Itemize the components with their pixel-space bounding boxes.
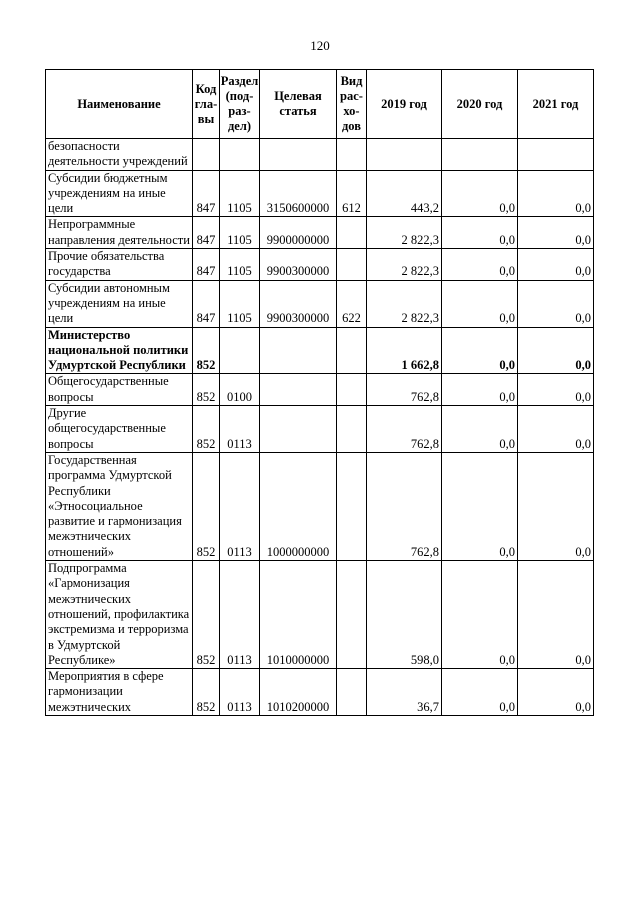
cell-code: 852 — [193, 561, 220, 669]
cell-y2020: 0,0 — [442, 374, 518, 406]
cell-name: безопасности деятельности учреждений — [46, 139, 193, 171]
cell-name: Общегосударственные вопросы — [46, 374, 193, 406]
cell-target: 9900300000 — [260, 249, 337, 281]
cell-code — [193, 139, 220, 171]
cell-y2021: 0,0 — [518, 561, 594, 669]
cell-type — [337, 452, 367, 560]
cell-y2019: 36,7 — [367, 669, 442, 716]
cell-target: 3150600000 — [260, 170, 337, 217]
cell-y2021: 0,0 — [518, 217, 594, 249]
cell-section: 0113 — [220, 406, 260, 453]
cell-type — [337, 249, 367, 281]
cell-y2021: 0,0 — [518, 170, 594, 217]
cell-y2019: 598,0 — [367, 561, 442, 669]
cell-target — [260, 406, 337, 453]
table-row — [46, 327, 594, 374]
cell-name: Мероприятия в сфере гармонизации межэтнических — [46, 669, 193, 716]
cell-type — [337, 327, 367, 374]
cell-name: Другие общегосударственные вопросы — [46, 406, 193, 453]
cell-target — [260, 327, 337, 374]
cell-code: 852 — [193, 406, 220, 453]
cell-y2019: 762,8 — [367, 452, 442, 560]
cell-name: Министерство национальной политики Удмуртской Республики — [46, 327, 193, 374]
cell-y2020: 0,0 — [442, 217, 518, 249]
cell-section: 1105 — [220, 170, 260, 217]
budget-table — [45, 69, 594, 716]
cell-type — [337, 139, 367, 171]
cell-name: Государственная программа Удмуртской Республики «Этносоциальное развитие и гармонизация межэтнических отношений» — [46, 452, 193, 560]
cell-target — [260, 374, 337, 406]
cell-section: 0100 — [220, 374, 260, 406]
cell-y2020: 0,0 — [442, 280, 518, 327]
cell-type — [337, 217, 367, 249]
header-type: Вид рас- хо- дов — [337, 70, 367, 139]
cell-code: 852 — [193, 327, 220, 374]
header-2021: 2021 год — [518, 70, 594, 139]
cell-code: 847 — [193, 217, 220, 249]
cell-type — [337, 561, 367, 669]
cell-y2021: 0,0 — [518, 406, 594, 453]
cell-y2020 — [442, 139, 518, 171]
cell-y2020: 0,0 — [442, 170, 518, 217]
cell-section: 1105 — [220, 217, 260, 249]
page-number: 120 — [310, 38, 330, 53]
cell-y2019 — [367, 139, 442, 171]
header-2019: 2019 год — [367, 70, 442, 139]
table-row — [46, 561, 594, 669]
cell-code: 852 — [193, 374, 220, 406]
cell-name: Субсидии автономным учреждениям на иные цели — [46, 280, 193, 327]
cell-name: Непрограммные направления деятельности — [46, 217, 193, 249]
cell-section: 0113 — [220, 561, 260, 669]
cell-y2021 — [518, 139, 594, 171]
table-row — [46, 217, 594, 249]
cell-code: 847 — [193, 249, 220, 281]
cell-target: 1000000000 — [260, 452, 337, 560]
header-code: Код гла- вы — [193, 70, 220, 139]
cell-type — [337, 374, 367, 406]
table-row — [46, 374, 594, 406]
cell-y2020: 0,0 — [442, 561, 518, 669]
table-header-row — [46, 70, 594, 139]
table-row — [46, 452, 594, 560]
cell-y2019: 2 822,3 — [367, 217, 442, 249]
table-row — [46, 280, 594, 327]
cell-name: Прочие обязательства государства — [46, 249, 193, 281]
cell-name: Подпрограмма «Гармонизация межэтнических отношений, профилактика экстремизма и терроризма в Удмуртской Республике» — [46, 561, 193, 669]
cell-target — [260, 139, 337, 171]
cell-y2021: 0,0 — [518, 452, 594, 560]
table-row — [46, 406, 594, 453]
cell-target: 9900000000 — [260, 217, 337, 249]
cell-target: 1010200000 — [260, 669, 337, 716]
cell-y2019: 1 662,8 — [367, 327, 442, 374]
table-row — [46, 139, 594, 171]
cell-y2019: 762,8 — [367, 406, 442, 453]
cell-code: 847 — [193, 170, 220, 217]
cell-target: 9900300000 — [260, 280, 337, 327]
cell-y2020: 0,0 — [442, 327, 518, 374]
cell-section — [220, 327, 260, 374]
cell-y2021: 0,0 — [518, 374, 594, 406]
cell-y2021: 0,0 — [518, 280, 594, 327]
cell-y2021: 0,0 — [518, 249, 594, 281]
cell-type: 612 — [337, 170, 367, 217]
cell-section — [220, 139, 260, 171]
cell-code: 852 — [193, 669, 220, 716]
header-section: Раздел (под- раз- дел) — [220, 70, 260, 139]
cell-section: 0113 — [220, 669, 260, 716]
cell-type — [337, 669, 367, 716]
table-row — [46, 669, 594, 716]
cell-code: 847 — [193, 280, 220, 327]
cell-y2019: 2 822,3 — [367, 249, 442, 281]
cell-type — [337, 406, 367, 453]
cell-y2019: 443,2 — [367, 170, 442, 217]
cell-y2019: 2 822,3 — [367, 280, 442, 327]
cell-name: Субсидии бюджетным учреждениям на иные цели — [46, 170, 193, 217]
table-row — [46, 170, 594, 217]
cell-y2020: 0,0 — [442, 406, 518, 453]
cell-y2021: 0,0 — [518, 669, 594, 716]
header-target: Целевая статья — [260, 70, 337, 139]
cell-section: 1105 — [220, 280, 260, 327]
cell-code: 852 — [193, 452, 220, 560]
header-2020: 2020 год — [442, 70, 518, 139]
header-name: Наименование — [46, 70, 193, 139]
cell-target: 1010000000 — [260, 561, 337, 669]
cell-y2020: 0,0 — [442, 452, 518, 560]
cell-y2019: 762,8 — [367, 374, 442, 406]
cell-y2020: 0,0 — [442, 249, 518, 281]
cell-y2020: 0,0 — [442, 669, 518, 716]
cell-section: 1105 — [220, 249, 260, 281]
cell-type: 622 — [337, 280, 367, 327]
cell-y2021: 0,0 — [518, 327, 594, 374]
table-row — [46, 249, 594, 281]
cell-section: 0113 — [220, 452, 260, 560]
